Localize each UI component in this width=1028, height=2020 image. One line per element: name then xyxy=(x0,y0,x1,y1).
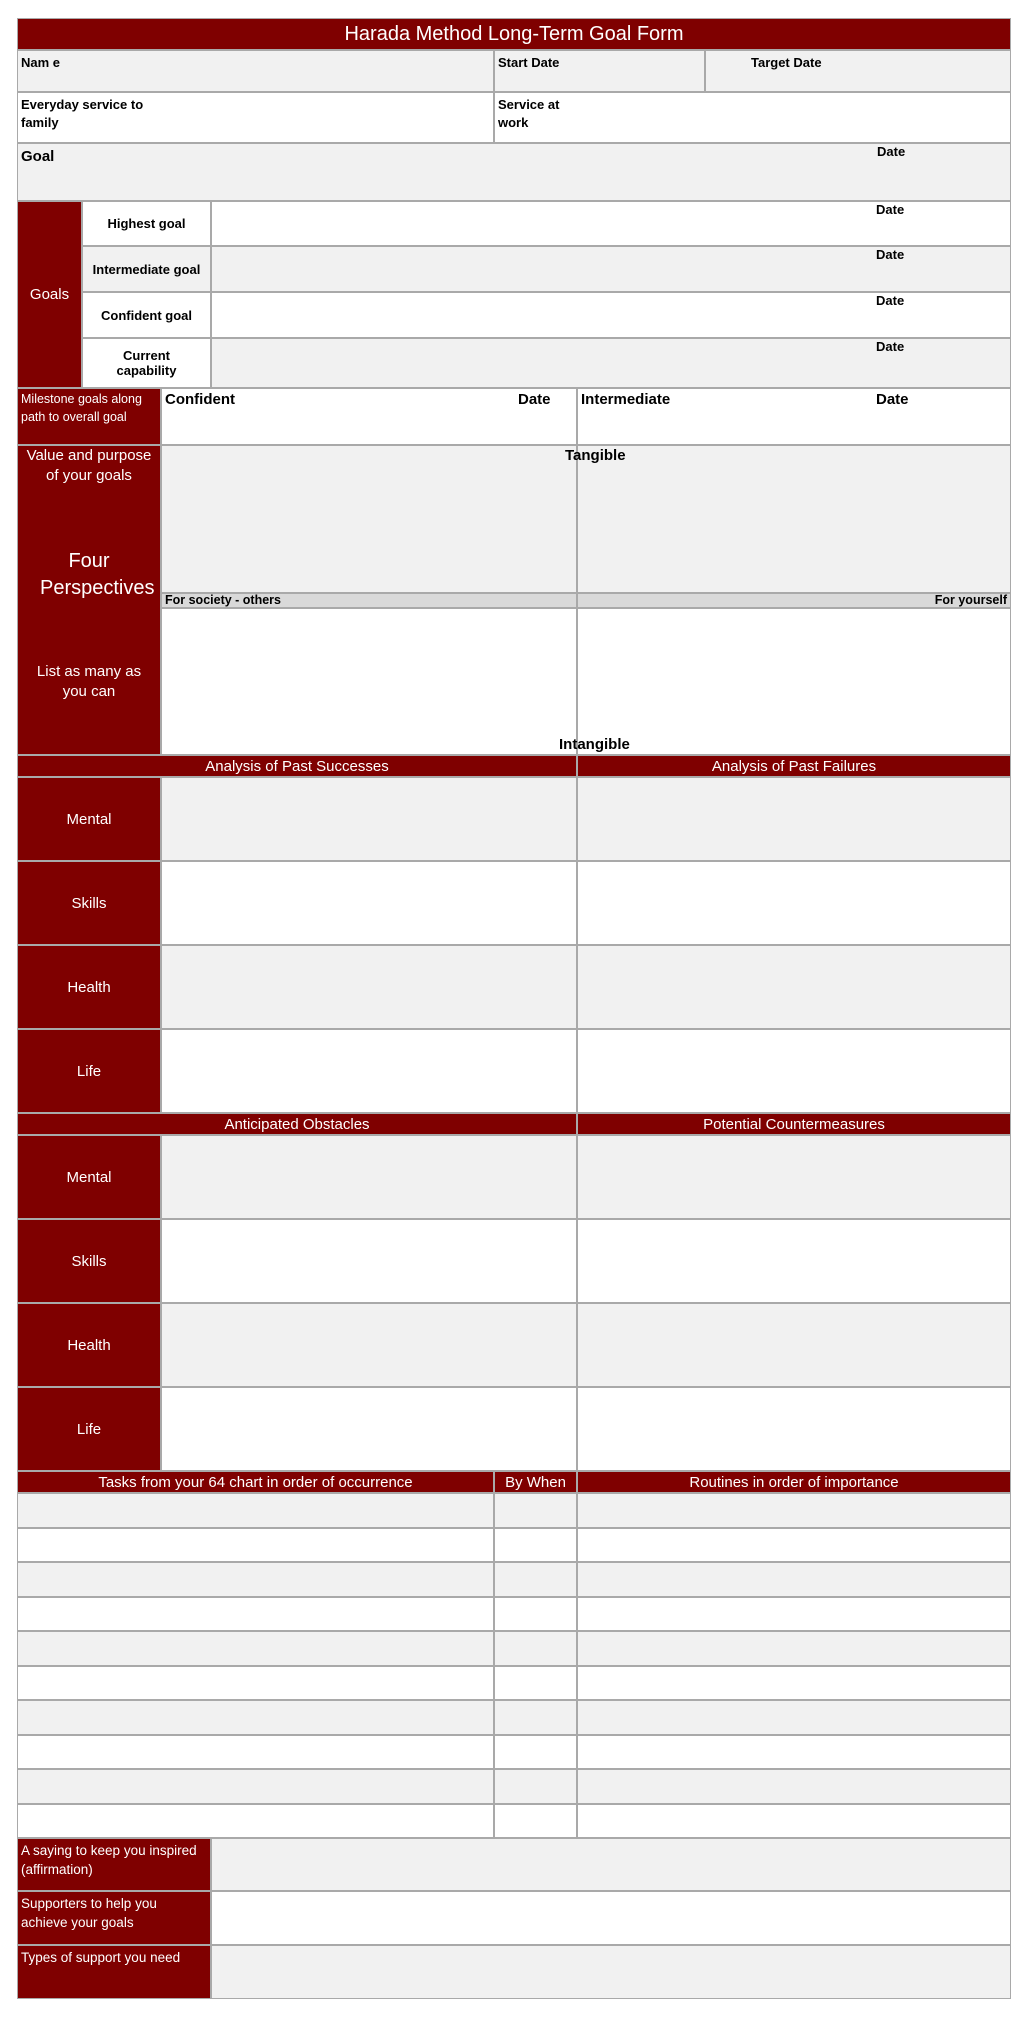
yourself-tangible-field[interactable] xyxy=(577,445,1011,593)
milestone-confident-date-label: Date xyxy=(518,391,551,408)
by-when-header: By When xyxy=(494,1471,577,1493)
failures-skills-field[interactable] xyxy=(577,861,1011,945)
value-purpose-label: Value and purpose of your goals xyxy=(26,447,152,484)
service-work-field[interactable] xyxy=(494,92,1011,143)
countermeasures-life-field[interactable] xyxy=(577,1387,1011,1471)
supporters-label: Supporters to help you achieve your goals xyxy=(17,1891,211,1945)
by-when-field[interactable] xyxy=(494,1735,577,1770)
successes-health-field[interactable] xyxy=(161,945,577,1029)
four-perspectives-panel xyxy=(17,445,161,755)
failures-life-field[interactable] xyxy=(577,1029,1011,1113)
task-field[interactable] xyxy=(17,1631,494,1666)
goals-section-label: Goals xyxy=(17,201,82,388)
confident-goal-label: Confident goal xyxy=(82,292,211,338)
milestone-intermediate-field[interactable] xyxy=(577,388,1011,445)
by-when-field[interactable] xyxy=(494,1769,577,1804)
past-successes-header: Analysis of Past Successes xyxy=(17,755,577,777)
name-field[interactable] xyxy=(17,50,494,92)
goal-field[interactable] xyxy=(17,143,1011,201)
intermediate-goal-field[interactable] xyxy=(211,246,1011,292)
start-date-field[interactable] xyxy=(494,50,705,92)
obstacles-skills-label: Skills xyxy=(17,1219,161,1303)
milestone-intermediate-label: Intermediate xyxy=(581,391,671,408)
routine-field[interactable] xyxy=(577,1562,1011,1597)
routine-field[interactable] xyxy=(577,1769,1011,1804)
countermeasures-mental-field[interactable] xyxy=(577,1135,1011,1219)
successes-mental-field[interactable] xyxy=(161,777,577,861)
for-yourself-label: For yourself xyxy=(577,593,1011,608)
failures-mental-field[interactable] xyxy=(577,777,1011,861)
current-capability-label: Current capability xyxy=(82,338,211,388)
obstacles-mental-label: Mental xyxy=(17,1135,161,1219)
target-date-field[interactable] xyxy=(705,50,1011,92)
saying-field[interactable] xyxy=(211,1838,1011,1891)
by-when-field[interactable] xyxy=(494,1666,577,1701)
milestone-confident-field[interactable] xyxy=(161,388,577,445)
intangible-label: Intangible xyxy=(559,736,630,753)
everyday-service-label: Everyday service to family xyxy=(21,97,144,130)
routine-field[interactable] xyxy=(577,1735,1011,1770)
goal-date-label: Date xyxy=(877,144,906,159)
society-intangible-field[interactable] xyxy=(161,608,577,755)
highest-goal-date-label: Date xyxy=(876,202,905,217)
routine-field[interactable] xyxy=(577,1597,1011,1632)
routine-field[interactable] xyxy=(577,1700,1011,1735)
highest-goal-label: Highest goal xyxy=(82,201,211,246)
confident-goal-field[interactable] xyxy=(211,292,1011,338)
everyday-service-field[interactable] xyxy=(17,92,494,143)
task-field[interactable] xyxy=(17,1804,494,1839)
society-tangible-field[interactable] xyxy=(161,445,577,593)
failures-health-field[interactable] xyxy=(577,945,1011,1029)
countermeasures-skills-field[interactable] xyxy=(577,1219,1011,1303)
routine-field[interactable] xyxy=(577,1528,1011,1563)
name-label: Nam e xyxy=(21,55,61,70)
support-types-field[interactable] xyxy=(211,1945,1011,1999)
by-when-field[interactable] xyxy=(494,1597,577,1632)
by-when-field[interactable] xyxy=(494,1631,577,1666)
obstacles-skills-field[interactable] xyxy=(161,1219,577,1303)
by-when-field[interactable] xyxy=(494,1493,577,1528)
start-date-label: Start Date xyxy=(498,55,560,70)
milestone-intermediate-date-label: Date xyxy=(876,391,909,408)
task-field[interactable] xyxy=(17,1528,494,1563)
milestone-confident-label: Confident xyxy=(165,391,235,408)
obstacles-mental-field[interactable] xyxy=(161,1135,577,1219)
milestone-label: Milestone goals along path to overall goal xyxy=(17,388,161,445)
task-field[interactable] xyxy=(17,1700,494,1735)
goal-label: Goal xyxy=(21,148,55,165)
countermeasures-health-field[interactable] xyxy=(577,1303,1011,1387)
analysis-skills-label: Skills xyxy=(17,861,161,945)
highest-goal-field[interactable] xyxy=(211,201,1011,246)
anticipated-obstacles-header: Anticipated Obstacles xyxy=(17,1113,577,1135)
task-field[interactable] xyxy=(17,1493,494,1528)
intermediate-goal-date-label: Date xyxy=(876,247,905,262)
routines-header: Routines in order of importance xyxy=(577,1471,1011,1493)
list-many-label: List as many as you can xyxy=(36,663,142,700)
confident-goal-date-label: Date xyxy=(876,293,905,308)
tasks-header: Tasks from your 64 chart in order of occurrence xyxy=(17,1471,494,1493)
service-work-label: Service at work xyxy=(498,97,560,130)
routine-field[interactable] xyxy=(577,1666,1011,1701)
task-field[interactable] xyxy=(17,1597,494,1632)
current-capability-field[interactable] xyxy=(211,338,1011,388)
obstacles-life-label: Life xyxy=(17,1387,161,1471)
yourself-intangible-field[interactable] xyxy=(577,608,1011,755)
form-title: Harada Method Long-Term Goal Form xyxy=(17,18,1011,50)
saying-label: A saying to keep you inspired (affirmation) xyxy=(17,1838,211,1891)
by-when-field[interactable] xyxy=(494,1528,577,1563)
by-when-field[interactable] xyxy=(494,1562,577,1597)
analysis-life-label: Life xyxy=(17,1029,161,1113)
four-perspectives-label: Four Perspectives xyxy=(40,550,155,599)
routine-field[interactable] xyxy=(577,1493,1011,1528)
obstacles-health-label: Health xyxy=(17,1303,161,1387)
support-types-label: Types of support you need xyxy=(17,1945,211,1999)
task-field[interactable] xyxy=(17,1735,494,1770)
target-date-label: Target Date xyxy=(751,55,822,70)
analysis-health-label: Health xyxy=(17,945,161,1029)
successes-skills-field[interactable] xyxy=(161,861,577,945)
task-field[interactable] xyxy=(17,1769,494,1804)
task-field[interactable] xyxy=(17,1666,494,1701)
successes-life-field[interactable] xyxy=(161,1029,577,1113)
by-when-field[interactable] xyxy=(494,1700,577,1735)
obstacles-life-field[interactable] xyxy=(161,1387,577,1471)
routine-field[interactable] xyxy=(577,1631,1011,1666)
countermeasures-header: Potential Countermeasures xyxy=(577,1113,1011,1135)
analysis-mental-label: Mental xyxy=(17,777,161,861)
task-field[interactable] xyxy=(17,1562,494,1597)
intermediate-goal-label: Intermediate goal xyxy=(82,246,211,292)
supporters-field[interactable] xyxy=(211,1891,1011,1945)
past-failures-header: Analysis of Past Failures xyxy=(577,755,1011,777)
current-capability-date-label: Date xyxy=(876,339,905,354)
by-when-field[interactable] xyxy=(494,1804,577,1839)
tangible-label: Tangible xyxy=(565,447,626,464)
routine-field[interactable] xyxy=(577,1804,1011,1839)
obstacles-health-field[interactable] xyxy=(161,1303,577,1387)
for-society-label: For society - others xyxy=(161,593,577,608)
